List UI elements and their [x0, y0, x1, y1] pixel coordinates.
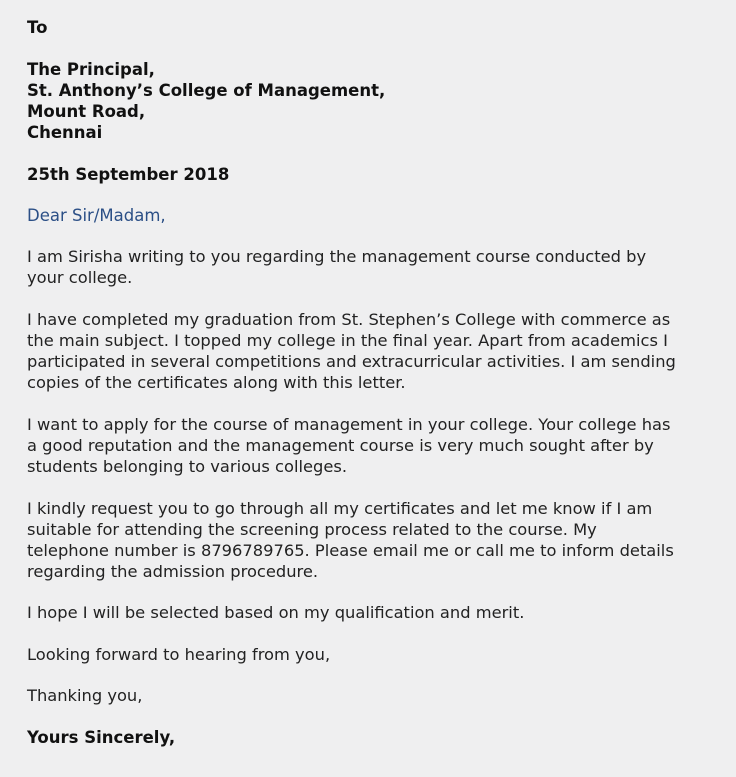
paragraph-6-line-1: Looking forward to hearing from you,	[27, 645, 331, 664]
paragraph-1-line-2: your college.	[27, 268, 133, 287]
recipient-title: The Principal,	[27, 60, 155, 79]
paragraph-4-line-1: I kindly request you to go through all my certificates and let me know if I am	[27, 499, 653, 518]
paragraph-3-line-1: I want to apply for the course of management in your college. Your college has	[27, 415, 671, 434]
paragraph-2-line-1: I have completed my graduation from St. Stephen’s College with commerce as	[27, 310, 671, 329]
to-label: To	[27, 18, 48, 37]
paragraph-1-line-1: I am Sirisha writing to you regarding the management course conducted by	[27, 247, 647, 266]
salutation: Dear Sir/Madam,	[27, 206, 166, 225]
paragraph-3-line-3: students belonging to various colleges.	[27, 457, 348, 476]
paragraph-5-line-1: I hope I will be selected based on my qualification and merit.	[27, 603, 525, 622]
letter-date: 25th September 2018	[27, 165, 230, 184]
paragraph-7-line-1: Thanking you,	[27, 686, 143, 705]
recipient-street: Mount Road,	[27, 102, 146, 121]
paragraph-4-line-4: regarding the admission procedure.	[27, 562, 319, 581]
recipient-college: St. Anthony’s College of Management,	[27, 81, 386, 100]
paragraph-4-line-2: suitable for attending the screening process related to the course. My	[27, 520, 597, 539]
paragraph-2-line-3: participated in several competitions and extracurricular activities. I am sending	[27, 352, 676, 371]
paragraph-2-line-4: copies of the certificates along with this letter.	[27, 373, 406, 392]
paragraph-2-line-2: the main subject. I topped my college in the final year. Apart from academics I	[27, 331, 668, 350]
paragraph-4-line-3: telephone number is 8796789765. Please email me or call me to inform details	[27, 541, 674, 560]
closing: Yours Sincerely,	[27, 728, 176, 747]
paragraph-3-line-2: a good reputation and the management course is very much sought after by	[27, 436, 654, 455]
recipient-city: Chennai	[27, 123, 103, 142]
